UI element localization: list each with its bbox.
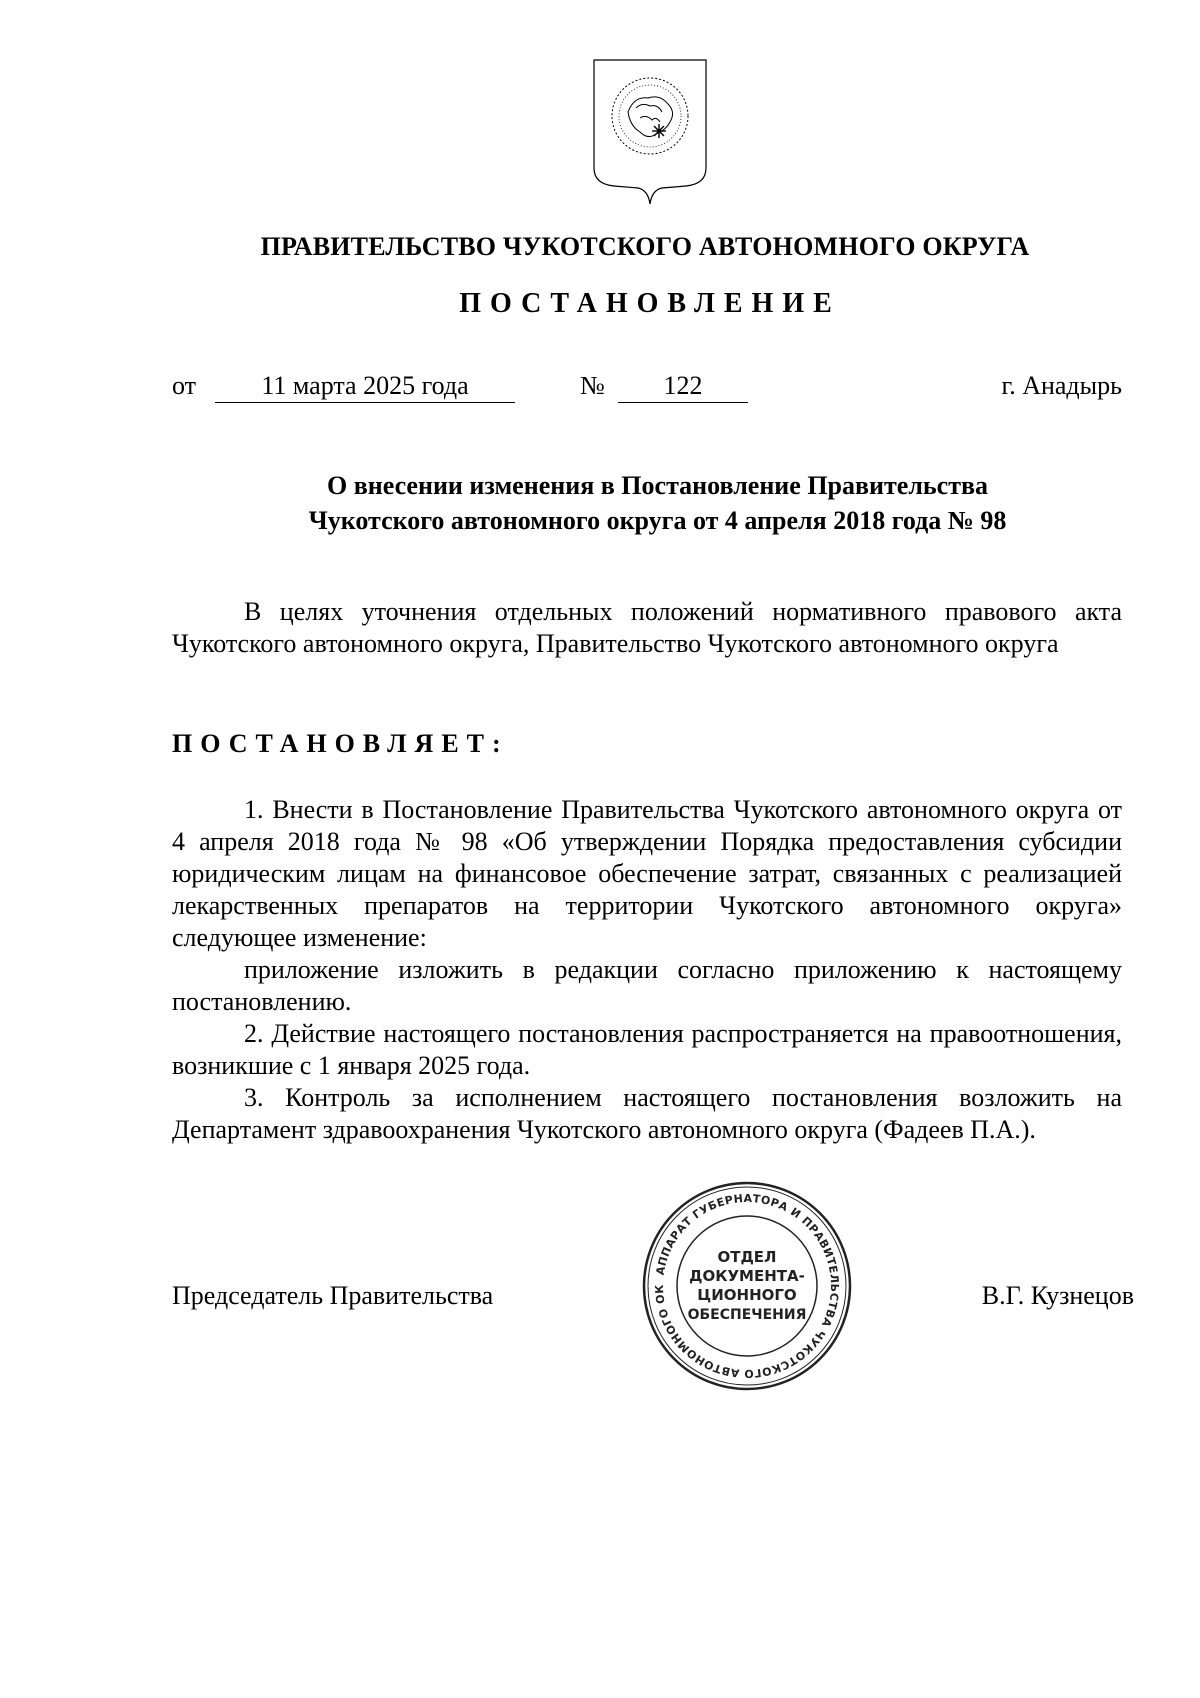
document-meta-row	[0, 370, 1200, 406]
document-number: 122	[618, 370, 748, 403]
official-seal-icon	[641, 1180, 853, 1392]
resolves-heading: ПОСТАНОВЛЯЕТ:	[172, 729, 509, 758]
document-subject	[0, 468, 1200, 538]
document-city: г. Анадырь	[1001, 371, 1122, 400]
signatory-position: Председатель Правительства	[172, 1281, 494, 1310]
subject-line-2: Чукотского автономного округа от 4 апреля 2018 года № 98	[308, 506, 1007, 535]
signatory-name: В.Г. Кузнецов	[981, 1281, 1134, 1310]
clauses-section	[172, 794, 1122, 1146]
document-date: 11 марта 2025 года	[215, 370, 515, 403]
clause-1: 1. Внести в Постановление Правительства Чукотского автономного округа от 4 апреля 2018 года № 98 «Об утверждении Порядка предоставления субсидии юридическим лицам на финансовое обеспечение затрат, связанных с реализацией лекарственных препаратов на территории Чукотского автономного округа» следующее изменение:	[172, 795, 1122, 952]
document-type-heading: ПОСТАНОВЛЕНИЕ	[459, 288, 841, 319]
stamp-center-line-2: ДОКУМЕНТА-	[689, 1267, 805, 1285]
number-label: №	[580, 371, 605, 400]
signature-row	[0, 1280, 1200, 1314]
subject-line-1: О внесении изменения в Постановление Правительства	[326, 471, 989, 500]
date-label: от	[172, 371, 197, 400]
clause-3: 3. Контроль за исполнением настоящего постановления возложить на Департамент здравоохранения Чукотского автономного округа (Фадеев П.А.).	[172, 1083, 1122, 1144]
coat-of-arms-icon	[590, 56, 710, 208]
stamp-ring-text: АППАРАТ ГУБЕРНАТОРА И ПРАВИТЕЛЬСТВА ЧУКОТСКОГО АВТОНОМНОГО ОК	[652, 1191, 842, 1381]
organization-title: ПРАВИТЕЛЬСТВО ЧУКОТСКОГО АВТОНОМНОГО ОКРУГА	[260, 232, 1030, 261]
stamp-center-line-3: ЦИОННОГО	[697, 1286, 797, 1304]
stamp-center-line-4: ОБЕСПЕЧЕНИЯ	[687, 1307, 807, 1323]
stamp-center-line-1: ОТДЕЛ	[717, 1248, 777, 1266]
clause-1-sub: приложение изложить в редакции согласно приложению к настоящему постановлению.	[172, 955, 1122, 1016]
preamble-paragraph: В целях уточнения отдельных положений нормативного правового акта Чукотского автономного округа, Правительство Чукотского автономного округа	[172, 597, 1122, 658]
clause-2: 2. Действие настоящего постановления распространяется на правоотношения, возникшие с 1 января 2025 года.	[172, 1019, 1122, 1080]
